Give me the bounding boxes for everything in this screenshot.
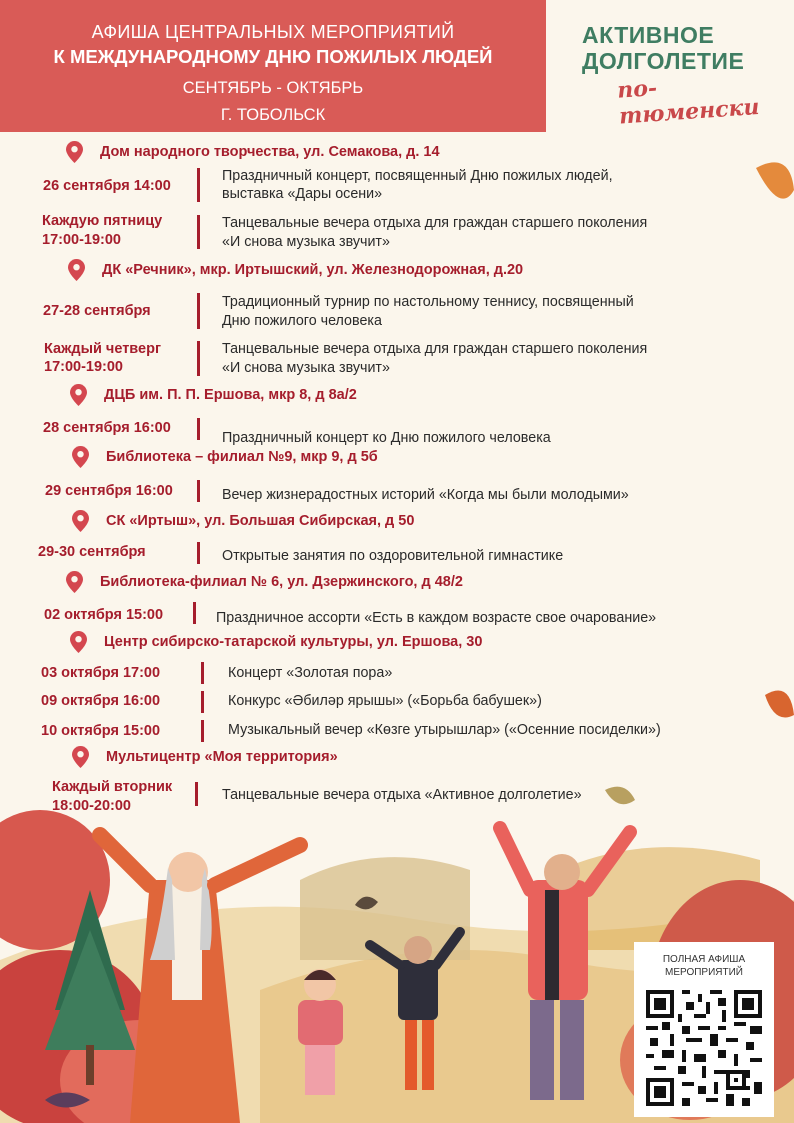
- event-time: 18:00-20:00: [52, 798, 131, 814]
- event-divider: [197, 168, 200, 202]
- event-divider: [197, 341, 200, 376]
- event-description-line: Традиционный турнир по настольному теннису, посвященный: [222, 294, 634, 310]
- logo-word-longevity: ДОЛГОЛЕТИЕ: [582, 48, 745, 74]
- event-divider: [195, 782, 198, 806]
- event-date: 29-30 сентября: [38, 544, 146, 560]
- venue-name: Библиотека – филиал №9, мкр 9, д 5б: [106, 449, 378, 465]
- event-divider: [201, 720, 204, 742]
- event-divider: [197, 293, 200, 329]
- location-pin-icon: [70, 384, 87, 406]
- event-description-line: Праздничный концерт, посвященный Дню пожилых людей,: [222, 168, 613, 184]
- venue-name: Центр сибирско-татарской культуры, ул. Ершова, 30: [104, 634, 483, 650]
- logo-word-active: АКТИВНОЕ: [582, 22, 715, 48]
- location-pin-icon: [72, 446, 89, 468]
- event-date: 09 октября 16:00: [41, 693, 161, 709]
- header-city: Г. ТОБОЛЬСК: [220, 106, 326, 124]
- qr-caption-line1: ПОЛНАЯ АФИША: [662, 954, 746, 965]
- location-pin-icon: [72, 510, 89, 532]
- event-date: Каждый вторник: [52, 779, 173, 795]
- qr-caption-line2: МЕРОПРИЯТИЙ: [665, 967, 743, 978]
- header-title-line1: АФИША ЦЕНТРАЛЬНЫХ МЕРОПРИЯТИЙ: [91, 22, 455, 42]
- location-pin-icon: [66, 141, 83, 163]
- location-pin-icon: [70, 631, 87, 653]
- header-banner: [0, 0, 546, 132]
- event-description-line: Конкурс «Әбиләр ярышы» («Борьба бабушек»): [228, 693, 542, 709]
- event-description-line: Танцевальные вечера отдыха для граждан старшего поколения: [222, 341, 648, 357]
- location-pin-icon: [68, 259, 85, 281]
- venue-name: ДЦБ им. П. П. Ершова, мкр 8, д 8а/2: [104, 387, 357, 403]
- venue-name: Дом народного творчества, ул. Семакова, д. 14: [100, 144, 440, 160]
- logo-word-tyumen: по-тюменски: [616, 75, 761, 130]
- venue-name: Библиотека-филиал № 6, ул. Дзержинского, д 48/2: [100, 574, 463, 590]
- event-time: 17:00-19:00: [42, 232, 121, 248]
- active-longevity-logo: [572, 22, 782, 130]
- event-description-line: Праздничное ассорти «Есть в каждом возрасте свое очарование»: [216, 610, 657, 626]
- event-description-line: выставка «Дары осени»: [222, 186, 383, 202]
- header-period: СЕНТЯБРЬ - ОКТЯБРЬ: [182, 79, 364, 97]
- event-divider: [201, 662, 204, 684]
- event-date: 27-28 сентября: [43, 303, 151, 319]
- venue-name: ДК «Речник», мкр. Иртышский, ул. Железнодорожная, д.20: [102, 262, 524, 278]
- event-description-line: Музыкальный вечер «Көзге утырышлар» («Осенние посиделки»): [228, 722, 661, 738]
- event-description-line: Вечер жизнерадостных историй «Когда мы были молодыми»: [222, 487, 629, 503]
- header-title-line2: К МЕЖДУНАРОДНОМУ ДНЮ ПОЖИЛЫХ ЛЮДЕЙ: [53, 46, 493, 67]
- qr-code-icon[interactable]: [646, 990, 762, 1106]
- event-date: 26 сентября 14:00: [43, 178, 171, 194]
- event-date: Каждую пятницу: [42, 213, 163, 229]
- event-time: 17:00-19:00: [44, 359, 123, 375]
- venue-name: Мультицентр «Моя территория»: [106, 749, 338, 765]
- location-pin-icon: [66, 571, 83, 593]
- event-date: 03 октября 17:00: [41, 665, 161, 681]
- event-date: 02 октября 15:00: [44, 607, 164, 623]
- event-description-line: «И снова музыка звучит»: [222, 234, 390, 250]
- event-divider: [197, 542, 200, 564]
- event-divider: [201, 691, 204, 713]
- event-divider: [197, 215, 200, 249]
- event-description-line: Танцевальные вечера отдыха «Активное долголетие»: [222, 787, 582, 803]
- event-divider: [197, 418, 200, 440]
- location-pin-icon: [72, 746, 89, 768]
- event-description-line: Праздничный концерт ко Дню пожилого человека: [222, 430, 551, 446]
- event-description-line: Открытые занятия по оздоровительной гимнастике: [222, 548, 564, 564]
- event-date: Каждый четверг: [44, 341, 161, 357]
- event-description-line: Концерт «Золотая пора»: [228, 665, 393, 681]
- event-date: 29 сентября 16:00: [45, 483, 173, 499]
- event-description-line: Танцевальные вечера отдыха для граждан старшего поколения: [222, 215, 648, 231]
- venue-name: СК «Иртыш», ул. Большая Сибирская, д 50: [106, 513, 415, 529]
- event-description-line: «И снова музыка звучит»: [222, 360, 390, 376]
- event-date: 28 сентября 16:00: [43, 420, 171, 436]
- event-divider: [197, 480, 200, 502]
- qr-code-panel: [634, 942, 774, 1117]
- event-date: 10 октября 15:00: [41, 723, 161, 739]
- event-description-line: Дню пожилого человека: [222, 313, 382, 329]
- event-divider: [193, 602, 196, 624]
